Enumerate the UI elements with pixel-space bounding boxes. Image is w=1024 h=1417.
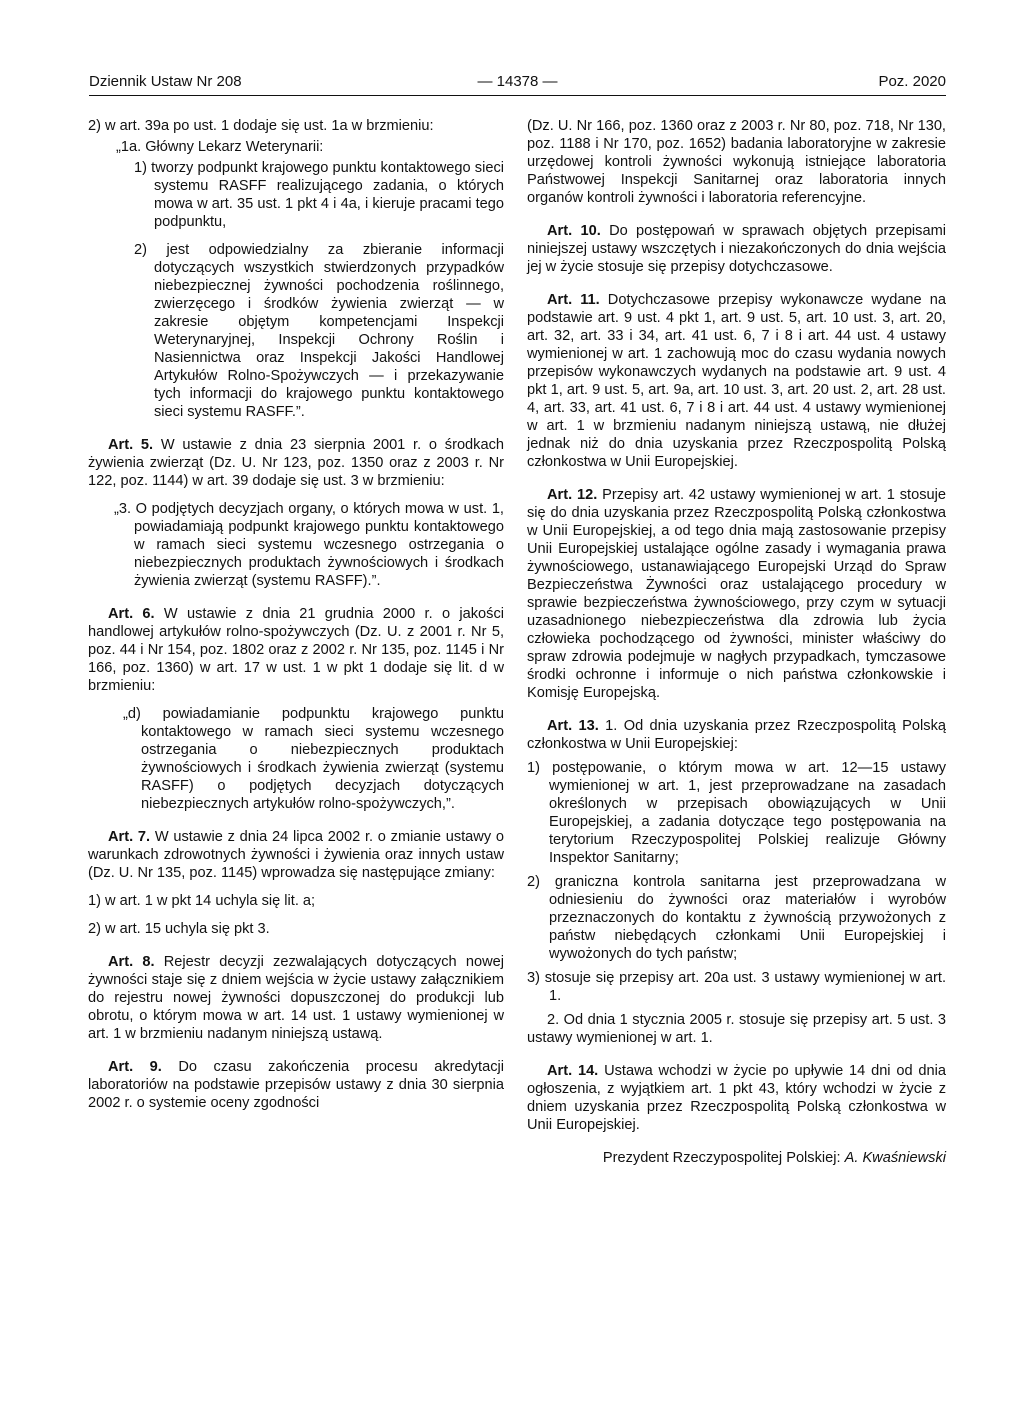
article-label: Art. 9. bbox=[108, 1059, 162, 1075]
article-label: Art. 13. bbox=[547, 718, 599, 734]
article-10 bbox=[527, 222, 946, 276]
article-label: Art. 5. bbox=[108, 437, 154, 453]
article-6 bbox=[88, 605, 504, 695]
article-8 bbox=[88, 953, 504, 1043]
article-7 bbox=[88, 828, 504, 882]
article-11 bbox=[527, 291, 946, 471]
article-label: Art. 7. bbox=[108, 829, 151, 845]
article-text: Ustawa wchodzi w życie po upływie 14 dni od dnia ogłoszenia, z wyjątkiem art. 1 pkt 43, który wchodzi w życie z dniem uzyskania przez Rzeczpospolitą Polską członkostwa w Unii Europejskiej. bbox=[527, 1063, 947, 1133]
article-text: W ustawie z dnia 24 lipca 2002 r. o zmianie ustawy o warunkach zdrowotnych żywności i żywienia oraz innych ustaw (Dz. U. Nr 135, poz. 1145) wprowadza się następujące zmiany: bbox=[88, 829, 505, 881]
article-5 bbox=[88, 436, 504, 490]
article-label: Art. 8. bbox=[108, 954, 155, 970]
page-header bbox=[89, 73, 946, 95]
article-13 bbox=[527, 717, 946, 753]
article-text: W ustawie z dnia 23 sierpnia 2001 r. o środkach żywienia zwierząt (Dz. U. Nr 123, poz. 1350 oraz z 2003 r. Nr 122, poz. 1144) w art. 39 dodaje się ust. 3 w brzmieniu: bbox=[88, 437, 505, 489]
paragraph: (Dz. U. Nr 166, poz. 1360 oraz z 2003 r. Nr 80, poz. 718, Nr 130, poz. 1188 i Nr 170, poz. 1652) badania laboratoryjne w zakresie urzędowej kontroli żywności wykonują istniejące laboratoria Państwowej Inspekcji Sanitarnej oraz laboratoria innych organów kontroli żywności i laboratoria referencyjne. bbox=[527, 118, 946, 206]
article-14 bbox=[527, 1062, 946, 1134]
article-text: Przepisy art. 42 ustawy wymienionej w art. 1 stosuje się do dnia uzyskania przez Rzeczpospolitą Polską członkostwa w Unii Europejskiej, a od tego dnia mają zastosowanie przepisy Unii Europejskiej ustalające ogólne zasady i wymagania prawa żywnościowego, ustanawiającego Europejski Urząd do Spraw Bezpieczeństwa Żywności oraz ustalającego procedury w sprawie bezpieczeństwa żywnościowego, przy czym w sytuacji uzasadnionego niebezpieczeństwa dla zdrowia lub życia człowieka pochodzącego od żywności, minister właściwy do spraw zdrowia podejmuje w nagłych przypadkach, tymczasowe środki ochronne i informuje o nich państwa członkowskie i Komisję Europejską. bbox=[527, 487, 946, 701]
position-number: Poz. 2020 bbox=[878, 73, 946, 90]
list-item: 2) jest odpowiedzialny za zbieranie informacji dotyczących wszystkich stwierdzonych przypadków niebezpiecznej żywności pochodzenia roślinnego, zwierzęcego i środków żywienia zwierząt — w zakresie objętym kompetencjami Inspekcji Weterynaryjnej, Inspekcji Ochrony Roślin i Nasiennictwa oraz Inspekcji Jakości Handlowej Artykułów Rolno-Spożywczych — i przekazywanie tych informacji do krajowego punktu kontaktowego sieci systemu RASFF.”. bbox=[134, 242, 504, 420]
journal-title: Dziennik Ustaw Nr 208 bbox=[89, 73, 242, 90]
list-item: 3) stosuje się przepisy art. 20a ust. 3 ustawy wymienionej w art. 1. bbox=[527, 970, 946, 1004]
list-item: 2) w art. 15 uchyla się pkt 3. bbox=[88, 921, 270, 937]
list-item: 2) graniczna kontrola sanitarna jest przeprowadzana w odniesieniu do żywności oraz materiałów i wyrobów przeznaczonych do kontaktu z żywnością przywożonych z państw niebędących członkami Unii Europejskiej i wywożonych do tych państw; bbox=[527, 874, 946, 962]
page-number: — 14378 — bbox=[477, 73, 558, 90]
article-text: W ustawie z dnia 21 grudnia 2000 r. o jakości handlowej artykułów rolno-spożywczych (Dz. U. z 2001 r. Nr 5, poz. 44 i Nr 154, poz. 1802 oraz z 2002 r. Nr 135, poz. 1145 i Nr 166, poz. 1360) w art. 17 w ust. 1 w pkt 1 dodaje się lit. d w brzmieniu: bbox=[88, 606, 505, 694]
signature-name: A. Kwaśniewski bbox=[844, 1150, 946, 1166]
signature-line bbox=[527, 1149, 946, 1167]
paragraph: 2) w art. 39a po ust. 1 dodaje się ust. 1a w brzmieniu: bbox=[88, 118, 434, 134]
quote-heading: „1a. Główny Lekarz Weterynarii: bbox=[116, 139, 324, 155]
article-9 bbox=[88, 1058, 504, 1112]
paragraph: 2. Od dnia 1 stycznia 2005 r. stosuje się przepisy art. 5 ust. 3 ustawy wymienionej w art. 1. bbox=[527, 1012, 946, 1046]
list-item: 1) tworzy podpunkt krajowego punktu kontaktowego sieci systemu RASFF realizującego zadania, o których mowa w art. 35 ust. 1 pkt 4 i 4a, i kieruje pracami tego podpunktu, bbox=[134, 160, 504, 230]
right-column bbox=[527, 117, 946, 1182]
article-text: Dotychczasowe przepisy wykonawcze wydane na podstawie art. 9 ust. 4 pkt 1, art. 9 ust. 5, art. 10 ust. 3, art. 20, art. 32, art. 33 i 34, art. 41 ust. 6, 7 i 8 i art. 44 ust. 4 ustawy wymienionej w art. 1 zachowują moc do czasu wydania nowych przepisów wykonawczych wydanych na podstawie art. 9 ust. 4 pkt 1, art. 9 ust. 5, art. 9a, art. 10 ust. 3, art. 20 ust. 2, art. 28 ust. 4, art. 33, art. 41 ust. 6, 7 i 8 i art. 44 ust. 4 ustawy wymienionej w art. 1 w brzmieniu nadanym niniejszą ustawą, nie dłużej jednak niż do dnia uzyskania przez Rzeczpospolitą Polską członkostwa w Unii Europejskiej. bbox=[527, 292, 946, 470]
article-text: 1. Od dnia uzyskania przez Rzeczpospolitą Polską członkostwa w Unii Europejskiej: bbox=[527, 718, 946, 752]
signature-label: Prezydent Rzeczypospolitej Polskiej: bbox=[602, 1150, 845, 1166]
article-label: Art. 10. bbox=[547, 223, 601, 239]
article-label: Art. 14. bbox=[547, 1063, 599, 1079]
article-label: Art. 12. bbox=[547, 487, 598, 503]
article-label: Art. 6. bbox=[108, 606, 155, 622]
quote-block: „3. O podjętych decyzjach organy, o których mowa w ust. 1, powiadamiają podpunkt krajowego punktu kontaktowego w ramach sieci systemu wczesnego ostrzegania o niebezpiecznych produktach żywnościowych i środkach żywienia zwierząt (systemu RASFF).”. bbox=[114, 501, 504, 589]
article-label: Art. 11. bbox=[547, 292, 600, 308]
article-text: Do czasu zakończenia procesu akredytacji laboratoriów na podstawie przepisów ustawy z dnia 30 sierpnia 2002 r. o systemie oceny zgodności bbox=[88, 1059, 504, 1111]
article-12 bbox=[527, 486, 946, 702]
header-rule bbox=[89, 95, 946, 96]
quote-block: „d) powiadamianie podpunktu krajowego punktu kontaktowego w ramach sieci systemu wczesnego ostrzegania o niebezpiecznych produktach żywnościowych i środkach żywienia zwierząt (systemu RASFF) o podjętych decyzjach dotyczących niebezpiecznych artykułów rolno-spożywczych,”. bbox=[123, 706, 504, 812]
article-text: Do postępowań w sprawach objętych przepisami niniejszej ustawy wszczętych i niezakończonych do dnia wejścia jej w życie stosuje się przepisy dotychczasowe. bbox=[527, 223, 946, 275]
article-text: Rejestr decyzji zezwalających dotyczących nowej żywności staje się z dniem wejścia w życie ustawy załącznikiem do rejestru nowej żywności dopuszczonej do produkcji lub obrotu, o którym mowa w art. 14 ust. 1 ustawy wymienionej w art. 1 w brzmieniu nadanym niniejszą ustawą. bbox=[88, 954, 504, 1042]
left-column bbox=[88, 117, 504, 1127]
list-item: 1) postępowanie, o którym mowa w art. 12—15 ustawy wymienionej w art. 1, jest przeprowadzane na zasadach określonych w przepisach obowiązujących w Unii Europejskiej, a zadania dotyczące tego postępowania na terytorium Rzeczypospolitej Polskiej realizuje Główny Inspektor Sanitarny; bbox=[527, 760, 946, 866]
list-item: 1) w art. 1 w pkt 14 uchyla się lit. a; bbox=[88, 893, 316, 909]
